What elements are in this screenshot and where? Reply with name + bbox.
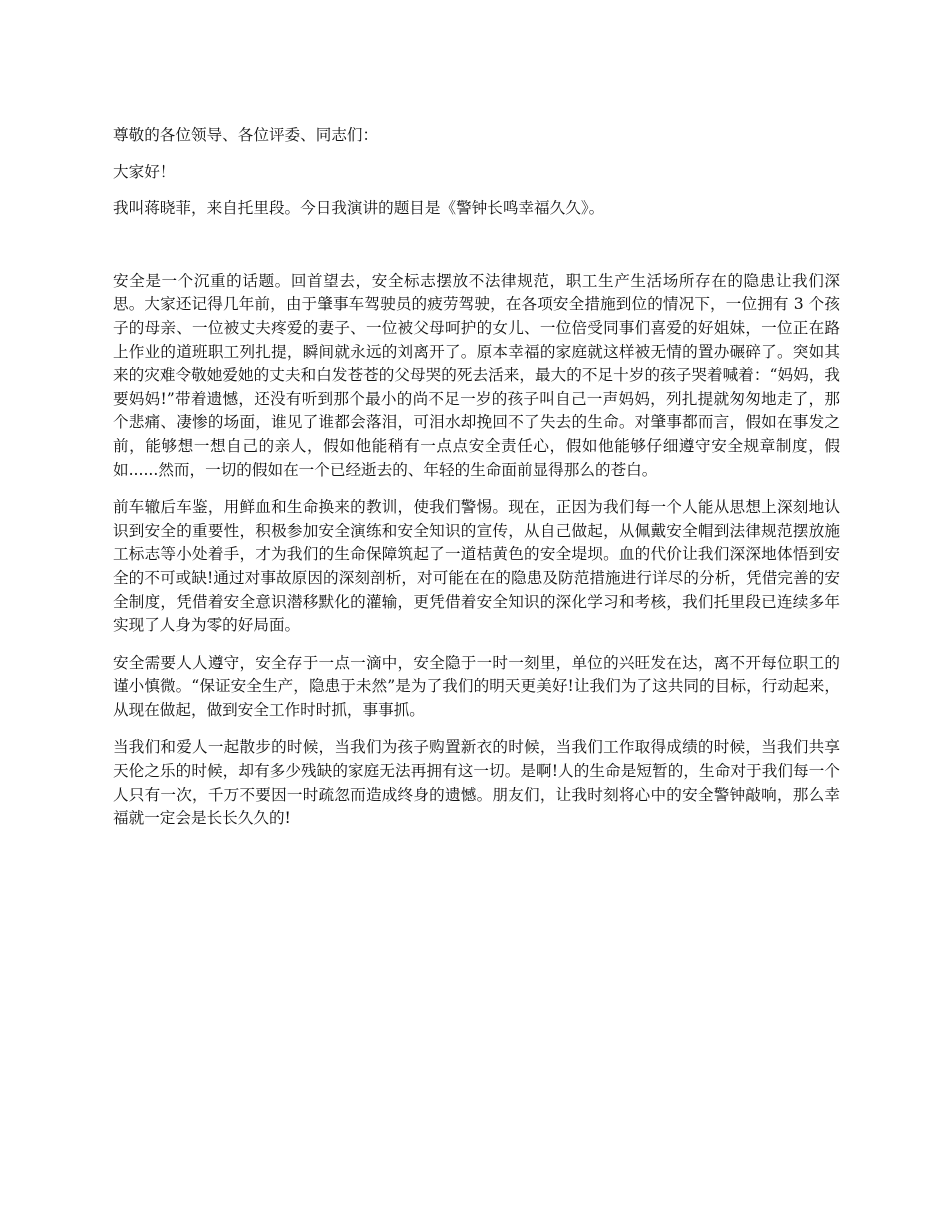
body-paragraph-1: 安全是一个沉重的话题。回首望去，安全标志摆放不法律规范，职工生产生活场所存在的隐患让我们深思。大家还记得几年前，由于肇事车驾驶员的疲劳驾驶，在各项安全措施到位的情况下，一位拥有 3 个孩子的母亲、一位被丈夫疼爱的妻子、一位被父母呵护的女儿、一位倍受同事们喜爱的好姐妹，一位正在路上作业的道班职工列扎提，瞬间就永远的刘离开了。原本幸福的家庭就这样被无情的置办碾碎了。突如其来的灾难令敬她爱她的丈夫和白发苍苍的父母哭的死去活来，最大的不足十岁的孩子哭着喊着：“妈妈，我要妈妈!”带着遗憾，还没有听到那个最小的尚不足一岁的孩子叫自己一声妈妈，列扎提就匆匆地走了，那个悲痛、凄惨的场面，谁见了谁都会落泪，可泪水却挽回不了失去的生命。对肇事都而言，假如在事发之前，能够想一想自己的亲人，假如他能稍有一点点安全责任心，假如他能够仔细遵守安全规章制度，假如......然而，一切的假如在一个已经逝去的、年轻的生命面前显得那么的苍白。	[113, 271, 840, 479]
body-paragraph-4: 当我们和爱人一起散步的时候，当我们为孩子购置新衣的时候，当我们工作取得成绩的时候，当我们共享天伦之乐的时候，却有多少残缺的家庭无法再拥有这一切。是啊!人的生命是短暂的，生命对于我们每一个人只有一次，千万不要因一时疏忽而造成终身的遗憾。朋友们，让我时刻将心中的安全警钟敲响，那么幸福就一定会是长长久久的!	[113, 738, 840, 828]
body-paragraph-2: 前车辙后车鉴，用鲜血和生命换来的教训，使我们警惕。现在，正因为我们每一个人能从思想上深刻地认识到安全的重要性，积极参加安全演练和安全知识的宣传，从自己做起，从佩戴安全帽到法律规范摆放施工标志等小处着手，才为我们的生命保障筑起了一道桔黄色的安全堤坝。血的代价让我们深深地体悟到安全的不可或缺!通过对事故原因的深刻剖析，对可能在在的隐患及防范措施进行详尽的分析，凭借完善的安全制度，凭借着安全意识潜移默化的灌输，更凭借着安全知识的深化学习和考核，我们托里段已连续多年实现了人身为零的好局面。	[113, 498, 840, 635]
salutation: 尊敬的各位领导、各位评委、同志们：	[113, 126, 379, 144]
body-paragraph-3: 安全需要人人遵守，安全存于一点一滴中，安全隐于一时一刻里，单位的兴旺发在达，离不开每位职工的谨小慎微。“保证安全生产，隐患于未然”是为了我们的明天更美好!让我们为了这共同的目标，行动起来，从现在做起，做到安全工作时时抓，事事抓。	[113, 653, 840, 719]
speaker-intro: 我叫蒋晓菲，来自托里段。今日我演讲的题目是《警钟长鸣幸福久久》。	[113, 199, 605, 218]
hello-line: 大家好！	[113, 162, 176, 181]
speech-document	[113, 124, 840, 845]
